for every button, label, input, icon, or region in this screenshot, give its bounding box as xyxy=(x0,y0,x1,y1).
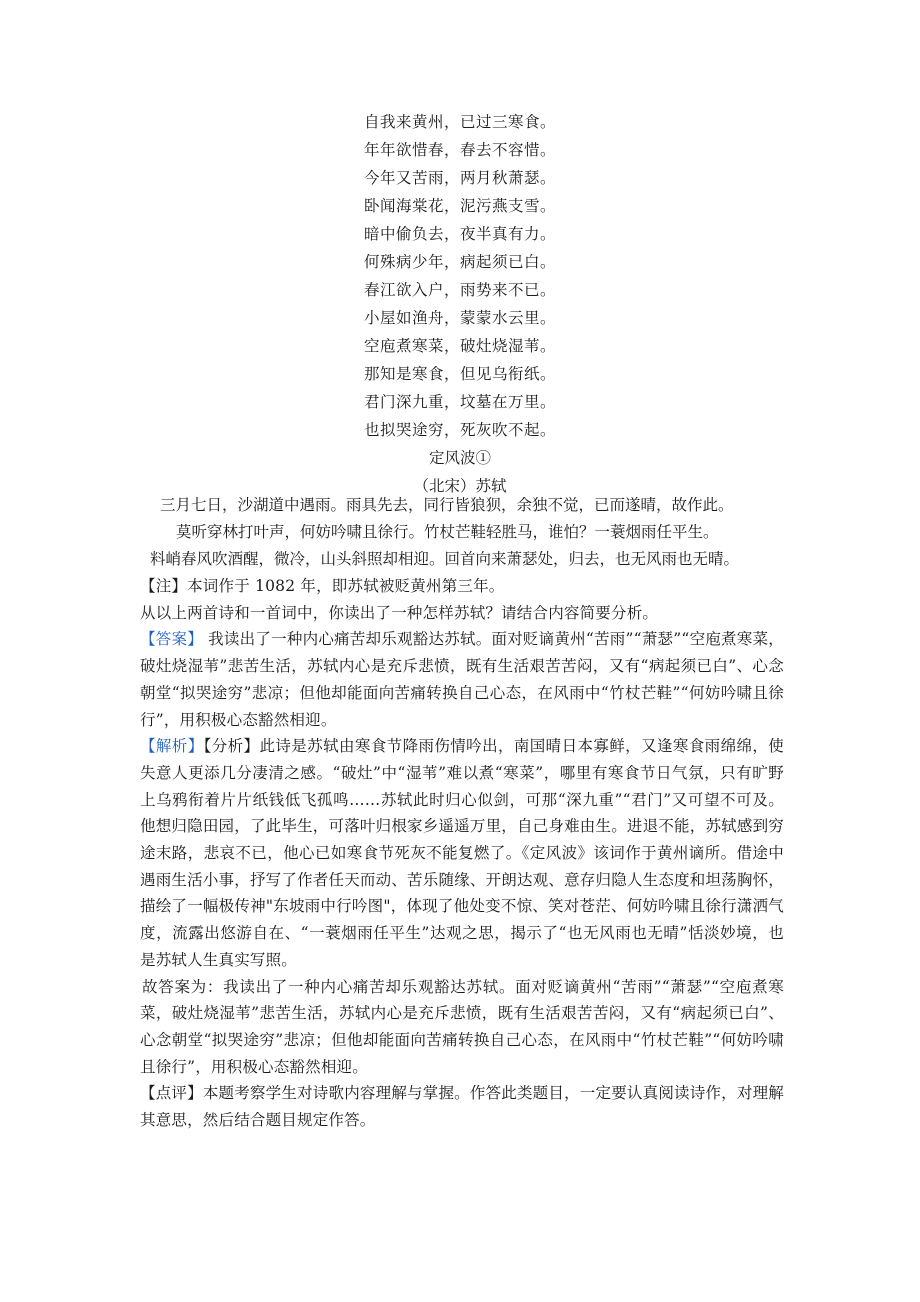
question: 从以上两首诗和一首词中，你读出了一种怎样苏轼？请结合内容简要分析。 xyxy=(140,603,659,622)
poem-line: 暗中偷负去，夜半真有力。 xyxy=(363,225,556,243)
poem-line: 何殊病少年，病起须已白。 xyxy=(363,253,556,271)
ci-title: 定风波① xyxy=(428,449,491,467)
ci-author: （北宋）苏轼 xyxy=(413,477,507,495)
ci-preface: 三月七日，沙湖道中遇雨。雨具先去，同行皆狼狈，余独不觉，已而遂晴，故作此。 xyxy=(160,496,734,514)
poem-line: 春江欲入户，雨势来不已。 xyxy=(363,281,556,299)
analysis-text: 【分析】此诗是苏轼由寒食节降雨伤情吟出，南国晴日本寡鲜，又逢寒食雨绵绵，使失意人更添几分凄清之感。“破灶”中“湿苇”难以煮“寒菜”，哪里有寒食节日气氛，只有旷野上乌鸦衔着片片纸钱低飞孤鸣……苏轼此时归心似剑，可那“深九重”“君门”又可望不可及。他想归隐田园，了此毕生，可落叶归根家乡遥遥万里，自己身难由生。进退不能，苏轼感到穷途末路，悲哀不已，他心已如寒食节死灰不能复燃了。《定风波》该词作于黄州谪所。借途中遇雨生活小事，抒写了作者任天而动、苦乐随缘、开朗达观、意存归隐人生态度和坦荡胸怀，描绘了一幅极传神"东坡雨中行吟图"，体现了他处变不惊、笑对苍茫、何妨吟啸且徐行潇洒气度，流露出悠游自在、“一蓑烟雨任平生”达观之思，揭示了“也无风雨也无晴”恬淡妙境，也是苏轼人生真实写照。 xyxy=(140,737,784,969)
poem-line: 那知是寒食，但见乌衔纸。 xyxy=(363,365,556,383)
analysis-paragraph xyxy=(140,733,784,973)
note: 【注】本词作于 1082 年，即苏轼被贬黄州第三年。 xyxy=(140,577,505,595)
poem-line: 今年又苦雨，两月秋萧瑟。 xyxy=(363,169,556,187)
poem-line: 君门深九重，坟墓在万里。 xyxy=(363,393,556,411)
ci-stanza-1: 莫听穿林打叶声，何妨吟啸且徐行。竹杖芒鞋轻胜马，谁怕？一蓑烟雨任平生。 xyxy=(176,523,719,541)
poem-line: 小屋如渔舟，蒙蒙水云里。 xyxy=(363,309,556,327)
poem-block xyxy=(0,108,920,500)
answer-paragraph xyxy=(140,626,784,733)
poem-line: 空庖煮寒菜，破灶烧湿苇。 xyxy=(363,337,556,355)
ci-stanza-2: 料峭春风吹酒醒，微冷，山头斜照却相迎。回首向来萧瑟处，归去，也无风雨也无晴。 xyxy=(150,550,740,568)
poem-line: 卧闻海棠花，泥污燕支雪。 xyxy=(363,197,556,215)
poem-line: 年年欲惜春，春去不容惜。 xyxy=(363,141,556,159)
conclusion-paragraph: 故答案为：我读出了一种内心痛苦却乐观豁达苏轼。面对贬谪黄州“苦雨”“萧瑟”“空庖煮寒菜，破灶烧湿苇”悲苦生活，苏轼内心是充斥悲愤，既有生活艰苦苦闷，又有“病起须已白”、心念朝堂“拟哭途穷”悲凉；但他却能面向苦痛转换自己心态，在风雨中“竹杖芒鞋”“何妨吟啸且徐行”，用积极心态豁然相迎。 xyxy=(140,977,784,1076)
answer-section xyxy=(140,573,784,1134)
comment-paragraph: 【点评】本题考察学生对诗歌内容理解与掌握。作答此类题目，一定要认真阅读诗作，对理解其意思，然后结合题目规定作答。 xyxy=(140,1084,784,1130)
analysis-label: 【解析】 xyxy=(140,737,204,756)
poem-line: 也拟哭途穷，死灰吹不起。 xyxy=(363,421,556,439)
poem-line: 自我来黄州，已过三寒食。 xyxy=(363,113,556,131)
answer-text: 我读出了一种内心痛苦却乐观豁达苏轼。面对贬谪黄州“苦雨”“萧瑟”“空庖煮寒菜，破灶烧湿苇”悲苦生活，苏轼内心是充斥悲愤，既有生活艰苦苦闷，又有“病起须已白”、心念朝堂“拟哭途穷”悲凉；但他却能面向苦痛转换自己心态，在风雨中“竹杖芒鞋”“何妨吟啸且徐行”，用积极心态豁然相迎。 xyxy=(140,630,784,729)
answer-label: 【答案】 xyxy=(140,630,203,649)
